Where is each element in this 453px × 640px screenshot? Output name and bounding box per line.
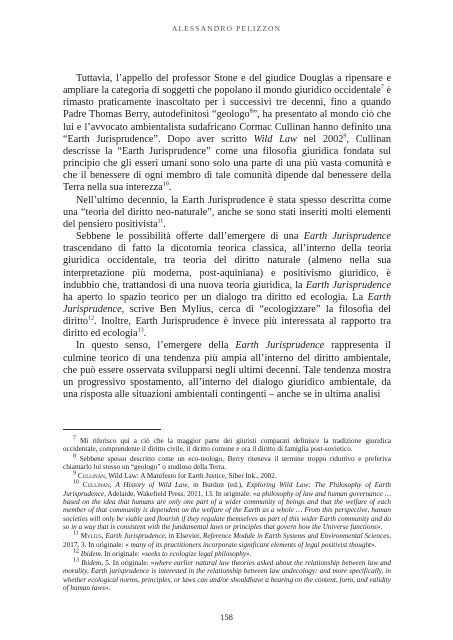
italic-quote: seeks to ecologize legal philosophy bbox=[145, 549, 247, 558]
footnote-number: 11 bbox=[73, 530, 79, 537]
text-run: nel 2002 bbox=[296, 133, 344, 145]
italic-quote: many of its practitioners incorporate significant elements of legal positivist thought bbox=[130, 540, 372, 549]
text-run: rappresenta il culmine teorico di una tendenza più ampia all’interno del diritto ambientale, che può essere osservata svilupparsi negli ultimi decenni. Tale tendenza mostra un progressivo spostamento, all’interno del dialogo giuridico ambientale, da una risposta alle situazioni ambientali contingenti – anche se in ultima analisi bbox=[63, 340, 391, 401]
text-run: . bbox=[163, 218, 166, 230]
italic-title: Reference Module in Earth Systems and Environmental Sciences bbox=[202, 532, 390, 541]
italic-quote: a philosophy of law and human governance … based on the idea that humans are only one part of a wider community of beings and that the welfare of each member of that community is dependent on the welfare of the Earth as a whole … From this perspective, human societies will only be viable and flourish if they regulate themselves as part of this wider Earth community and do so in a way that is consistent with the fundamental laws or principles that govern how the Universe functions bbox=[63, 489, 391, 532]
footnote-ref[interactable]: 12 bbox=[88, 315, 95, 322]
italic-term: Earth Jurisprudence bbox=[235, 340, 325, 352]
footnote-text: ». bbox=[371, 540, 377, 549]
text-run: Nell’ultimo decennio, la Earth Jurisprudence è stata spesso descritta come una “teoria del diritto neo-naturale”, anche se sono stati inseriti molti elementi del pensiero positivista bbox=[63, 194, 391, 230]
main-text bbox=[63, 73, 391, 401]
ibidem: Ibidem bbox=[79, 549, 101, 558]
footnote-text: , in Burdon (ed.), bbox=[187, 481, 247, 490]
text-run: , Cullinan descrisse la “Earth Jurisprudence” come una filosofia giuridica fondata sul principio che gli esseri umani sono solo una parte di una più vasta comunità e che il benessere di ogni membro di tale comunità dipende dal benessere della Terra nella sua interezza bbox=[63, 133, 391, 194]
footnote-ref[interactable]: 13 bbox=[137, 327, 144, 334]
footnote-text: , bbox=[109, 481, 116, 490]
footnote-text: ». bbox=[246, 549, 252, 558]
footnote-text: , 5. In originale: » bbox=[101, 558, 155, 567]
italic-term: Earth Jurisprudence bbox=[63, 291, 391, 315]
footnote-text: , Adelaide, Wakefield Press, 2011, 13. In originale: « bbox=[104, 489, 257, 498]
italic-title: Earth Jurisprudence bbox=[105, 532, 165, 541]
footnote-ref[interactable]: 8 bbox=[249, 109, 253, 116]
footnote-ref[interactable]: 10 bbox=[162, 182, 169, 188]
text-run: è rimasto praticamente inascoltato per i successivi tre decenni, fino a quando Padre Thomas Berry, autodefinitosi “geologo bbox=[63, 85, 391, 121]
footnote bbox=[63, 455, 391, 472]
author-name: Cullinan bbox=[76, 472, 105, 480]
footnote-text: , bbox=[101, 532, 106, 541]
footnotes bbox=[63, 437, 391, 593]
footnote-number: 8 bbox=[73, 453, 76, 460]
italic-term: Earth Jurisprudence bbox=[303, 231, 391, 243]
footnote-number: 13 bbox=[73, 557, 79, 564]
author-name: Mylius bbox=[78, 532, 102, 541]
paragraph bbox=[63, 231, 391, 340]
italic-title: Exploring Wild Law: The Philosophy of Earth Jurisprudence bbox=[63, 481, 391, 498]
footnote-ref[interactable]: 7 bbox=[380, 84, 384, 91]
italic-term: Earth Jurisprudence bbox=[305, 279, 391, 291]
text-run: Sebbene le possibilità offerte dall’emergere di una bbox=[76, 231, 304, 243]
text-run: . bbox=[168, 182, 172, 194]
italic-quote: where earlier natural law theories asked about the relationship between law and morality, Earth jurisprudence is interested in the relationship between law andecology: and more specifically, in whether ecological norms, principles, or laws can and/or shouldhave a bearing on the content, form, and validity of human laws bbox=[63, 558, 391, 593]
footnote bbox=[63, 437, 391, 454]
footnote bbox=[63, 559, 391, 593]
running-header: ALESSANDRO PELIZZON bbox=[171, 24, 282, 33]
footnote-text: ». bbox=[376, 523, 383, 532]
footnote bbox=[63, 550, 391, 558]
italic-title: A History of Wild Law bbox=[115, 481, 188, 490]
ibidem: Ibidem bbox=[79, 558, 102, 567]
footnote-text: Sebbene spesso descritto come un eco-teologo, Berry riteneva il termine troppo riduttivo e preferiva chiamarlo lui stesso un “geologo” o studioso della Terra. bbox=[63, 454, 391, 471]
paragraph bbox=[63, 340, 391, 401]
text-run: ”, ha presentato al mondo ciò che lui e l’avvocato ambientalista sudafricano Cormac Cullinan hanno definito una “Earth Jurisprudence”. Dopo aver scritto bbox=[63, 109, 391, 145]
footnote-number: 7 bbox=[73, 435, 76, 442]
footnote bbox=[63, 532, 391, 549]
footnote-number: 10 bbox=[73, 479, 79, 486]
footnote-text: Mi riferisco qui a ciò che la maggior parte dei giuristi comparati definisce la tradizione giuridica occidentale, comprendente il diritto civile, il diritto comune e ora il diritto di famiglia post-sovietico. bbox=[63, 437, 391, 454]
footnote-text: . In originale: « bbox=[100, 549, 146, 558]
text-run: Tuttavia, l’appello del professor Stone e del giudice Douglas a ripensare e ampliare la categoria di soggetti che popolano il mondo giuridico occidentale bbox=[63, 73, 391, 97]
footnote-text: , in Elsevier, bbox=[164, 532, 203, 541]
text-run: . bbox=[143, 328, 147, 340]
text-run: trascendano di fatto la dicotomia teorica classica, all’interno della teoria giuridica occidentale, tra teoria del diritto naturale (almeno nella sua interpretazione più moderna, post-aquiniana) e positivismo giuridico, è indubbio che, trattandosi di una nuova teoria giuridica, la bbox=[63, 243, 391, 291]
footnote-separator bbox=[63, 429, 161, 430]
footnote-text: , Wild Law: A Manifesto for Earth Justice, Siber Ink., 2002. bbox=[104, 472, 277, 480]
paragraph bbox=[63, 73, 391, 195]
footnote-text: ». bbox=[104, 584, 111, 593]
footnote-ref[interactable]: 11 bbox=[157, 218, 164, 225]
text-run: . Inoltre, Earth Jurisprudence è invece più interessata al rapporto tra diritto ed ecologia bbox=[63, 316, 391, 340]
text-run: ha aperto lo spazio teorico per un dialogo tra diritto ed ecologia. La bbox=[63, 291, 368, 303]
footnote bbox=[63, 481, 391, 532]
text-run: , scrive Ben Mylius, cerca di “ecologizzare” la filosofia del diritto bbox=[63, 303, 391, 328]
text-run: In questo senso, l’emergere della bbox=[76, 340, 236, 352]
footnote-ref[interactable]: 9 bbox=[343, 133, 347, 140]
footnote bbox=[63, 472, 391, 480]
footnote-text: , 2017, 3. In originale: « bbox=[63, 532, 391, 549]
page-number: 158 bbox=[220, 612, 233, 622]
author-name: Cullinan bbox=[79, 481, 110, 490]
footnote-number: 12 bbox=[73, 548, 79, 555]
italic-title: Wild Law bbox=[253, 133, 297, 145]
footnote-number: 9 bbox=[73, 470, 76, 477]
paragraph bbox=[63, 195, 391, 231]
